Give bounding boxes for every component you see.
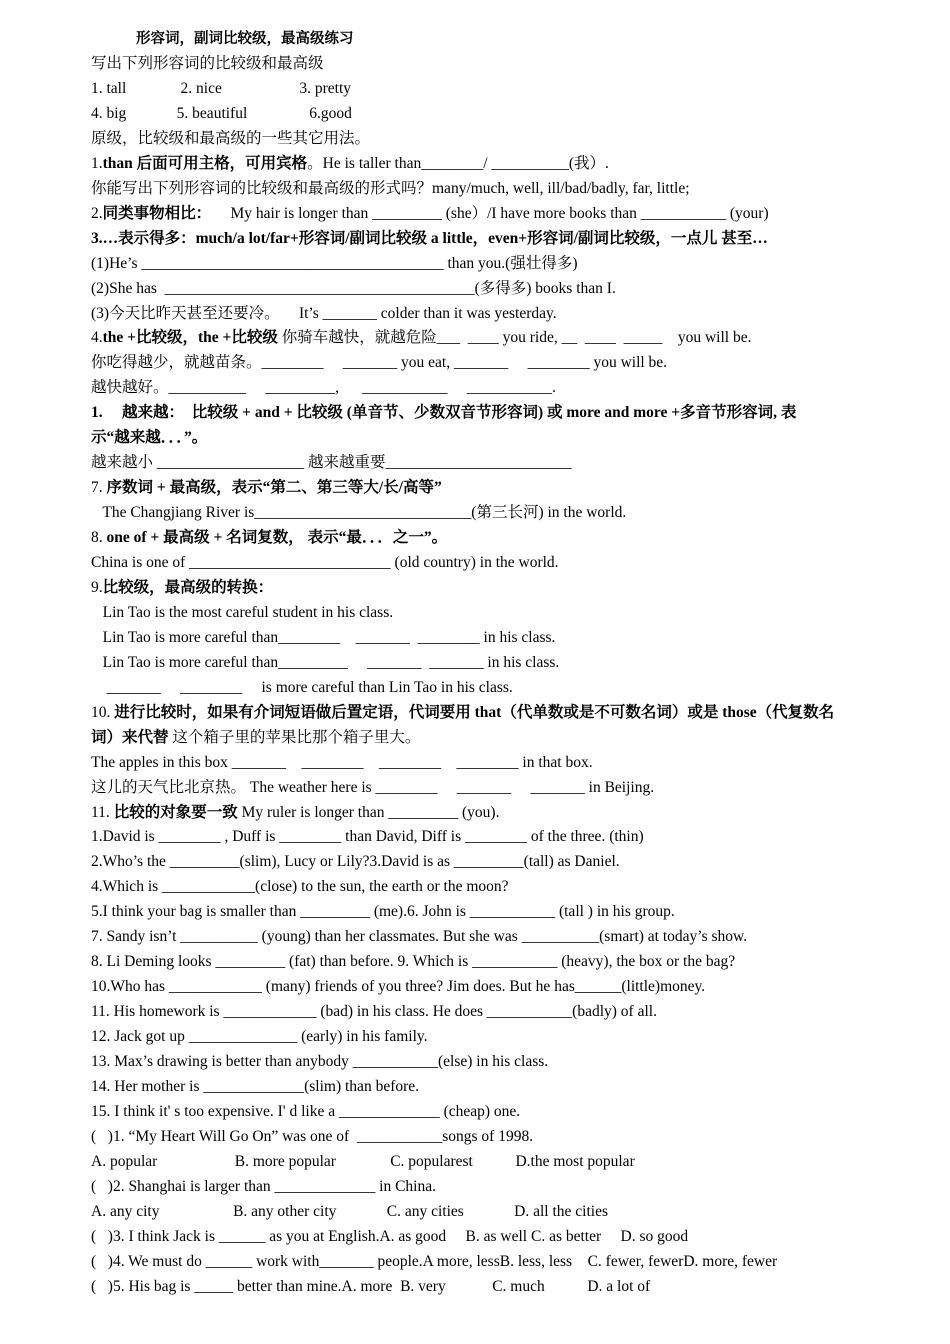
- text-segment: 2.: [91, 204, 103, 222]
- text-segment: The apples in this box _______ ________ ________ ________ in that box.: [91, 753, 593, 771]
- text-segment: My ruler is longer than _________ (you).: [237, 803, 500, 821]
- bold-text: one of + 最高级 + 名词复数， 表示“最．．．之一”。: [106, 529, 448, 547]
- bold-text: 示“越来越．．．”。: [91, 429, 208, 447]
- text-line: [91, 952, 881, 972]
- text-segment: 你骑车越快，就越危险___ ____ you ride, __ ____ _____ you will be.: [277, 329, 752, 347]
- text-segment: 1.David is ________ , Duff is ________ than David, Diff is ________ of the three. (thin): [91, 828, 644, 846]
- bold-text: 1. 越来越： 比较级 + and + 比较级 (单音节、少数双音节形容词) 或 more and more +多音节形容词, 表: [91, 404, 797, 422]
- text-line: [91, 428, 881, 448]
- text-line: [91, 778, 881, 798]
- text-line: [91, 328, 881, 348]
- worksheet-title: 形容词，副词比较级，最高级练习: [136, 31, 354, 47]
- text-segment: 1. tall 2. nice 3. pretty: [91, 79, 352, 97]
- text-segment: 11. His homework is ____________ (bad) in his class. He does ___________(badly) of all.: [91, 1003, 657, 1021]
- text-segment: _______ ________ is more careful than Lin Tao in his class.: [91, 678, 513, 696]
- text-line: [91, 1127, 881, 1147]
- text-line: [91, 378, 881, 398]
- text-segment: A. popular B. more popular C. popularest D.the most popular: [91, 1152, 635, 1170]
- text-line: [91, 852, 881, 872]
- text-segment: 10.: [91, 703, 115, 721]
- text-segment: ( )4. We must do ______ work with_______ people.A more, lessB. less, less C. fewer, fewerD. more, fewer: [91, 1252, 778, 1270]
- text-segment: 4.Which is ____________(close) to the sun, the earth or the moon?: [91, 878, 509, 896]
- bold-text: 同类事物相比：: [102, 204, 212, 222]
- text-segment: 越来越小 ___________________ 越来越重要________________________: [91, 454, 572, 472]
- text-line: [91, 1027, 881, 1047]
- text-line: [91, 304, 881, 324]
- bold-text: 比较的对象要一致: [113, 803, 238, 821]
- text-line: [91, 403, 881, 423]
- bold-text: 比较级，最高级的转换：: [102, 578, 274, 596]
- text-segment: 15. I think it' s too expensive. I' d like a _____________ (cheap) one.: [91, 1102, 521, 1120]
- text-segment: My hair is longer than _________ (she）/I have more books than ___________ (your): [211, 204, 769, 222]
- text-line: [91, 827, 881, 847]
- text-line: [91, 628, 881, 648]
- text-line: [91, 1252, 881, 1272]
- text-line: [91, 1277, 881, 1297]
- text-line: [91, 603, 881, 623]
- text-segment: (1)He’s _______________________________________ than you.(强壮得多): [91, 254, 578, 272]
- text-segment: 4. big 5. beautiful 6.good: [91, 104, 352, 122]
- text-segment: Lin Tao is more careful than_________ _______ _______ in his class.: [91, 653, 560, 671]
- text-line: [91, 104, 881, 124]
- text-line: [91, 1152, 881, 1172]
- text-line: [91, 977, 881, 997]
- text-segment: 你吃得越少，就越苗条。________ _______ you eat, _______ ________ you will be.: [91, 354, 668, 372]
- text-line: [91, 553, 881, 573]
- text-line: [91, 279, 881, 299]
- text-segment: (2)She has ________________________________________(多得多) books than I.: [91, 279, 616, 297]
- text-segment: 7. Sandy isn’t __________ (young) than her classmates. But she was __________(smart) at today’s show.: [91, 928, 748, 946]
- bold-text: the +比较级，the +比较级: [102, 329, 278, 347]
- text-line: [91, 204, 881, 224]
- text-segment: 2.Who’s the _________(slim), Lucy or Lily?3.David is as _________(tall) as Daniel.: [91, 853, 620, 871]
- text-segment: 越快越好。__________ _________, ___________ ___________.: [91, 379, 557, 397]
- text-segment: 。He is taller than________/ __________(我）.: [307, 154, 609, 172]
- text-line: [91, 1002, 881, 1022]
- text-segment: ( )5. His bag is _____ better than mine.A. more B. very C. much D. a lot of: [91, 1277, 651, 1295]
- text-line: [91, 1102, 881, 1122]
- text-segment: China is one of __________________________ (old country) in the world.: [91, 554, 559, 571]
- text-segment: 14. Her mother is _____________(slim) than before.: [91, 1077, 420, 1095]
- text-segment: 10.Who has ____________ (many) friends of you three? Jim does. But he has______(little)money.: [91, 978, 706, 996]
- text-segment: 11.: [91, 803, 114, 821]
- text-segment: Lin Tao is more careful than________ _______ ________ in his class.: [91, 628, 556, 646]
- text-segment: 7.: [91, 479, 107, 497]
- text-line: [91, 1227, 881, 1247]
- text-segment: 你能写出下列形容词的比较级和最高级的形式吗？many/much, well, ill/bad/badly, far, little;: [91, 179, 690, 197]
- text-line: [91, 877, 881, 897]
- text-segment: 9.: [91, 578, 103, 596]
- text-line: [91, 703, 881, 723]
- text-segment: 这个箱子里的苹果比那个箱子里大。: [168, 728, 421, 746]
- text-line: [91, 503, 881, 523]
- text-line: [91, 54, 881, 74]
- bold-text: 进行比较时，如果有介词短语做后置定语，代词要用 that（代单数或是不可数名词）或是 those（代复数名: [114, 703, 835, 721]
- text-segment: 1.: [91, 154, 103, 172]
- text-line: [91, 653, 881, 673]
- text-segment: A. any city B. any other city C. any cities D. all the cities: [91, 1202, 609, 1220]
- text-line: [91, 927, 881, 947]
- text-segment: ( )1. “My Heart Will Go On” was one of ___________songs of 1998.: [91, 1127, 534, 1145]
- text-line: [91, 902, 881, 922]
- text-segment: ( )3. I think Jack is ______ as you at English.A. as good B. as well C. as better D. so good: [91, 1227, 689, 1245]
- text-line: [91, 254, 881, 274]
- text-segment: 4.: [91, 329, 103, 347]
- text-segment: 写出下列形容词的比较级和最高级: [91, 55, 324, 72]
- text-line: [91, 453, 881, 473]
- text-line: [91, 353, 881, 373]
- text-segment: 这儿的天气比北京热。 The weather here is ________ _______ _______ in Beijing.: [91, 778, 655, 796]
- text-line: [91, 179, 881, 199]
- text-segment: 12. Jack got up ______________ (early) in his family.: [91, 1028, 428, 1046]
- text-line: [91, 79, 881, 99]
- text-line: [91, 1177, 881, 1197]
- bold-text: 词）来代替: [91, 728, 169, 746]
- text-segment: 5.I think your bag is smaller than _________ (me).6. John is ___________ (tall ) in his group.: [91, 903, 675, 921]
- text-segment: ( )2. Shanghai is larger than _____________ in China.: [91, 1177, 436, 1195]
- text-line: [91, 528, 881, 548]
- text-line: [91, 728, 881, 748]
- text-segment: The Changjiang River is____________________________(第三长河) in the world.: [91, 504, 627, 522]
- text-line: [91, 578, 881, 598]
- text-line: [91, 1052, 881, 1072]
- text-line: [91, 678, 881, 698]
- text-line: [91, 478, 881, 498]
- text-line: [91, 154, 881, 174]
- text-line: [91, 129, 881, 149]
- bold-text: 3.…表示得多：much/a lot/far+形容词/副词比较级 a little，even+形容词/副词比较级，一点儿 甚至…: [91, 229, 768, 247]
- text-line: [91, 1202, 881, 1222]
- text-segment: 8. Li Deming looks _________ (fat) than before. 9. Which is ___________ (heavy), the box or the bag?: [91, 953, 736, 971]
- text-segment: (3)今天比昨天甚至还要冷。 It’s _______ colder than it was yesterday.: [91, 304, 557, 322]
- text-line: [91, 1077, 881, 1097]
- text-segment: 8.: [91, 529, 107, 547]
- bold-text: 序数词 + 最高级，表示“第二、第三等大/长/高等”: [106, 479, 442, 497]
- text-segment: Lin Tao is the most careful student in his class.: [91, 603, 394, 621]
- text-line: [91, 803, 881, 823]
- text-segment: 原级，比较级和最高级的一些其它用法。: [91, 129, 371, 147]
- bold-text: than 后面可用主格，可用宾格: [102, 154, 308, 172]
- text-segment: 13. Max’s drawing is better than anybody ___________(else) in his class.: [91, 1053, 549, 1070]
- text-line: [91, 753, 881, 773]
- text-line: [91, 229, 881, 249]
